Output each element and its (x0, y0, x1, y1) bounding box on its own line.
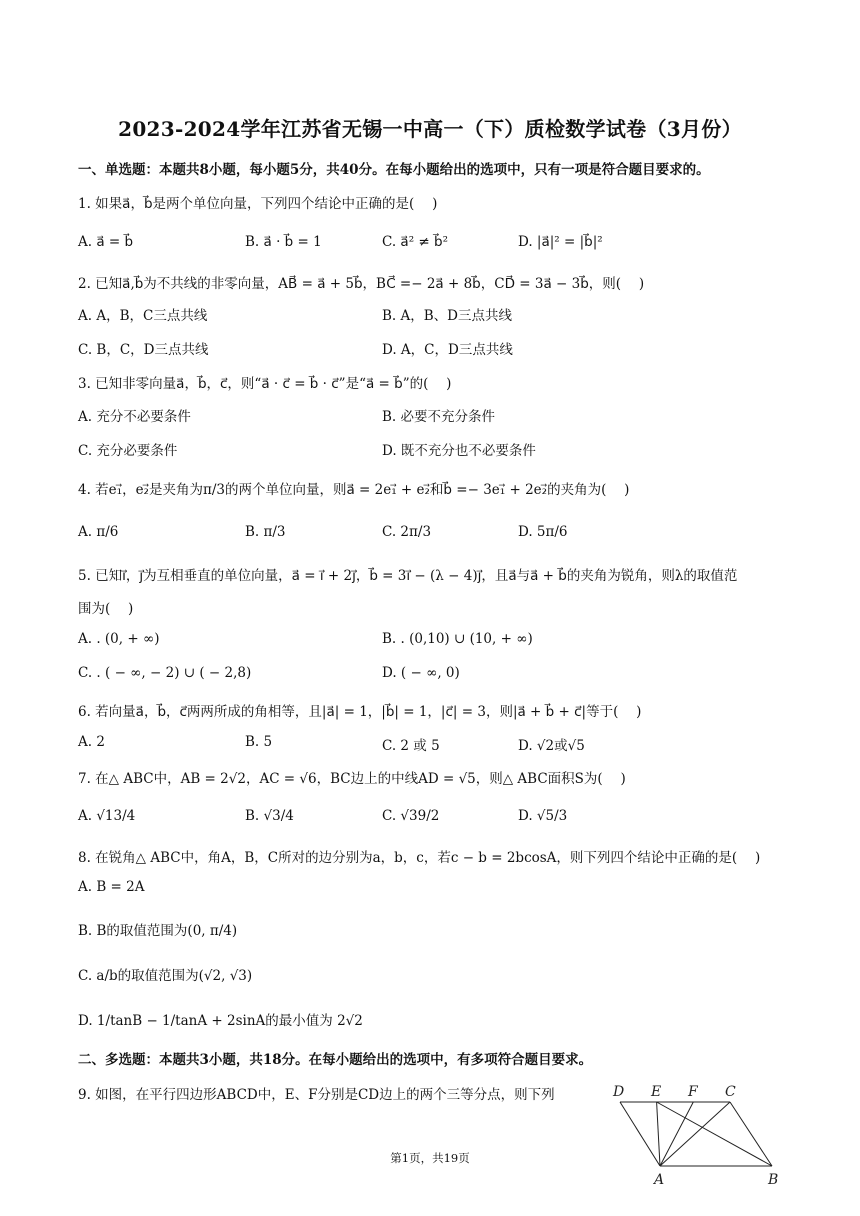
question-2-option-d: D. A，C，D三点共线 (382, 342, 513, 358)
question-8-stem: 8. 在锐角△ ABC中，角A，B，C所对的边分别为a，b，c，若c − b = 2bcosA，则下列四个结论中正确的是( ) (78, 850, 761, 866)
question-3-stem: 3. 已知非零向量a⃗，b⃗，c⃗，则“a⃗ · c⃗ = b⃗ · c⃗”是“a⃗ = b⃗”的( ) (78, 376, 452, 392)
exam-title: 2023-2024学年江苏省无锡一中高一（下）质检数学试卷（3月份） (118, 117, 742, 141)
question-4-option-c: C. 2π/3 (382, 524, 432, 540)
question-1-option-d: D. |a⃗|² = |b⃗|² (518, 234, 603, 250)
question-1-stem: 1. 如果a⃗，b⃗是两个单位向量，下列四个结论中正确的是( ) (78, 196, 438, 212)
question-4-stem: 4. 若e₁⃗，e₂⃗是夹角为π/3的两个单位向量，则a⃗ = 2e₁⃗ + e₂⃗和b⃗ =− 3e₁⃗ + 2e₂⃗的夹角为( ) (78, 482, 630, 498)
question-1-option-c: C. a⃗² ≠ b⃗² (382, 234, 448, 250)
question-3-option-b: B. 必要不充分条件 (382, 409, 496, 425)
vertex-label-f: F (688, 1084, 698, 1100)
question-3-option-d: D. 既不充分也不必要条件 (382, 443, 536, 459)
vertex-label-b: B (768, 1172, 779, 1188)
question-1-option-b: B. a⃗ · b⃗ = 1 (245, 234, 322, 250)
vertex-label-a: A (654, 1172, 665, 1188)
question-3-option-c: C. 充分必要条件 (78, 443, 178, 459)
question-2-stem: 2. 已知a⃗,b⃗为不共线的非零向量，AB⃗ = a⃗ + 5b⃗，BC⃗ =− 2a⃗ + 8b⃗，CD⃗ = 3a⃗ − 3b⃗，则( ) (78, 276, 645, 292)
question-5-option-a: A. . (0, + ∞) (78, 631, 160, 647)
question-2-option-c: C. B，C，D三点共线 (78, 342, 209, 358)
question-6-option-a: A. 2 (78, 734, 105, 750)
question-4-option-a: A. π/6 (78, 524, 119, 540)
section-2-heading: 二、多选题：本题共3小题，共18分。在每小题给出的选项中，有多项符合题目要求。 (78, 1052, 593, 1068)
question-8-option-b: B. B的取值范围为(0, π/4) (78, 923, 238, 939)
question-4-option-d: D. 5π/6 (518, 524, 568, 540)
question-5-stem-line-2: 围为( ) (78, 601, 134, 617)
question-6-option-c: C. 2 或 5 (382, 738, 440, 754)
question-7-option-d: D. √5/3 (518, 808, 568, 824)
question-7-option-b: B. √3/4 (245, 808, 294, 824)
question-5-option-c: C. . ( − ∞, − 2) ∪ ( − 2,8) (78, 665, 252, 681)
question-6-option-b: B. 5 (245, 734, 273, 750)
question-5-option-d: D. ( − ∞, 0) (382, 665, 460, 681)
question-7-stem: 7. 在△ ABC中，AB = 2√2，AC = √6，BC边上的中线AD = √5，则△ ABC面积S为( ) (78, 771, 626, 787)
question-8-option-c: C. a/b的取值范围为(√2, √3) (78, 968, 253, 984)
question-7-option-c: C. √39/2 (382, 808, 440, 824)
question-1-option-a: A. a⃗ = b⃗ (78, 234, 134, 250)
question-9-stem: 9. 如图，在平行四边形ABCD中，E、F分别是CD边上的两个三等分点，则下列 (78, 1087, 555, 1103)
question-5-stem-line-1: 5. 已知i⃗，j⃗为互相垂直的单位向量，a⃗ = i⃗ + 2j⃗，b⃗ = 3i⃗ − (λ − 4)j⃗，且a⃗与a⃗ + b⃗的夹角为锐角，则λ的取值范 (78, 568, 738, 584)
page-footer: 第1页，共19页 (390, 1151, 470, 1165)
question-4-option-b: B. π/3 (245, 524, 286, 540)
question-5-option-b: B. . (0,10) ∪ (10, + ∞) (382, 631, 533, 647)
question-8-option-d: D. 1/tanB − 1/tanA + 2sinA的最小值为 2√2 (78, 1013, 363, 1029)
question-7-option-a: A. √13/4 (78, 808, 136, 824)
question-8-option-a: A. B = 2A (78, 879, 145, 895)
vertex-label-d: D (613, 1084, 625, 1100)
section-1-heading: 一、单选题：本题共8小题，每小题5分，共40分。在每小题给出的选项中，只有一项是符合题目要求的。 (78, 162, 710, 178)
parallelogram-figure (608, 1080, 788, 1190)
vertex-label-e: E (651, 1084, 662, 1100)
question-2-option-a: A. A，B，C三点共线 (78, 308, 208, 324)
question-3-option-a: A. 充分不必要条件 (78, 409, 191, 425)
question-6-option-d: D. √2或√5 (518, 738, 585, 754)
vertex-label-c: C (725, 1084, 736, 1100)
question-2-option-b: B. A，B、D三点共线 (382, 308, 512, 324)
question-6-stem: 6. 若向量a⃗，b⃗，c⃗两两所成的角相等，且|a⃗| = 1，|b⃗| = 1，|c⃗| = 3，则|a⃗ + b⃗ + c⃗|等于( ) (78, 704, 642, 720)
